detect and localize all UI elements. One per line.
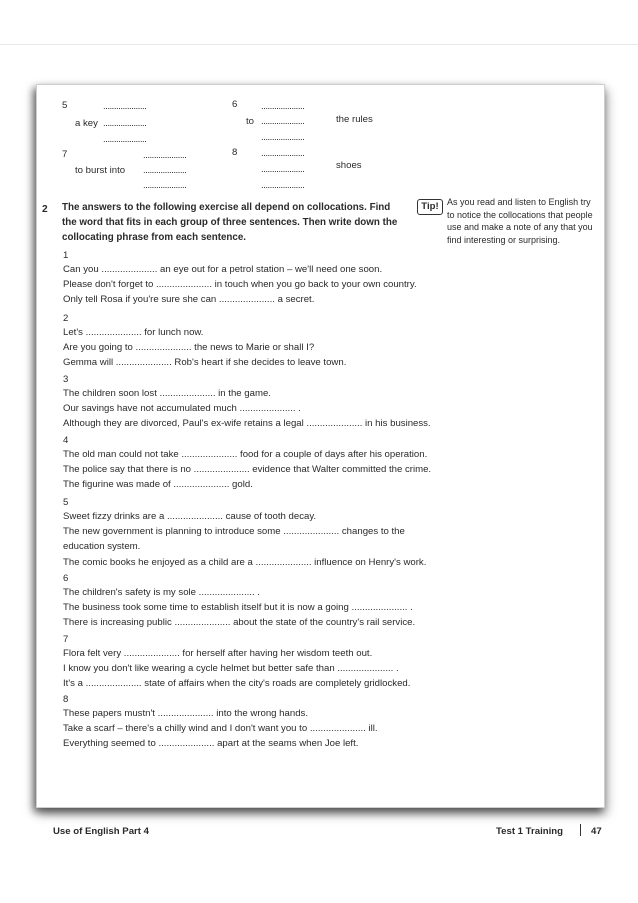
- footer-test-label: Test 1 Training: [496, 826, 563, 837]
- item-phrase: the rules: [336, 114, 373, 125]
- item-phrase: to: [246, 116, 255, 127]
- group-number: 1: [63, 250, 69, 261]
- answer-blank[interactable]: ....................: [143, 165, 187, 176]
- answer-blank[interactable]: ....................: [261, 116, 305, 127]
- sentence-line: The old man could not take ..................... food for a couple of days after his operation.: [63, 449, 428, 460]
- footer-separator: [580, 824, 581, 836]
- sentence-line: Gemma will ..................... Rob's heart if she decides to leave town.: [63, 357, 347, 369]
- exercise-number: 2: [42, 204, 48, 215]
- group-number: 4: [63, 435, 69, 446]
- answer-blank[interactable]: ....................: [261, 164, 305, 175]
- exercise-panel: [36, 84, 605, 808]
- sentence-line: The comic books he enjoyed as a child are a ..................... influence on Henry's work.: [63, 556, 427, 568]
- answer-blank[interactable]: ....................: [261, 101, 305, 112]
- sentence-line: The business took some time to establish itself but it is now a going ..................... .: [63, 602, 413, 614]
- group-number: 6: [63, 573, 69, 584]
- footer-section-title: Use of English Part 4: [53, 826, 149, 837]
- sentence-line: Are you going to ..................... the news to Marie or shall I?: [63, 342, 315, 354]
- sentence-line: The new government is planning to introduce some ..................... changes to the: [63, 526, 405, 538]
- sentence-line: Take a scarf – there's a chilly wind and I don't want you to ..................... ill.: [63, 723, 378, 735]
- group-number: 7: [63, 634, 69, 645]
- sentence-line: education system.: [63, 541, 141, 553]
- exercise-instruction: The answers to the following exercise all depend on collocations. Find the word that fits in each group of three sentences. Then write down the collocating phrase from each sentence.: [62, 202, 398, 243]
- tip-badge: Tip!: [417, 199, 443, 215]
- sentence-line: It's a ..................... state of affairs when the city's roads are completely gridlocked.: [63, 678, 411, 690]
- sentence-line: Can you ..................... an eye out for a petrol station – we'll need one soon.: [63, 264, 383, 275]
- item-phrase: a key: [75, 118, 98, 129]
- sentence-line: Our savings have not accumulated much ..................... .: [63, 403, 301, 415]
- sentence-line: Let's ..................... for lunch now.: [63, 327, 204, 338]
- sentence-line: The children's safety is my sole ..................... .: [63, 587, 260, 598]
- scan-edge: [0, 44, 638, 45]
- tip-text: As you read and listen to English try to notice the collocations that people use and make a note of any that you find interesting or surprising.: [447, 197, 593, 245]
- item-number: 7: [62, 149, 68, 160]
- item-number: 6: [232, 99, 238, 110]
- sentence-line: These papers mustn't ..................... into the wrong hands.: [63, 708, 308, 719]
- answer-blank[interactable]: ....................: [103, 118, 147, 129]
- answer-blank[interactable]: ....................: [103, 101, 147, 112]
- item-number: 8: [232, 147, 238, 158]
- group-number: 2: [63, 313, 69, 324]
- sentence-line: Although they are divorced, Paul's ex-wife retains a legal ..................... in his business.: [63, 418, 431, 430]
- sentence-line: Only tell Rosa if you're sure she can ..................... a secret.: [63, 294, 315, 306]
- sentence-line: Everything seemed to ..................... apart at the seams when Joe left.: [63, 738, 359, 750]
- sentence-line: The police say that there is no ..................... evidence that Walter committed the crime.: [63, 464, 432, 476]
- sentence-line: The figurine was made of ..................... gold.: [63, 479, 253, 491]
- answer-blank[interactable]: ....................: [261, 180, 305, 191]
- answer-blank[interactable]: ....................: [143, 180, 187, 191]
- sentence-line: There is increasing public ..................... about the state of the country's rail service.: [63, 617, 416, 629]
- item-number: 5: [62, 100, 68, 111]
- page-number: 47: [591, 826, 602, 837]
- group-number: 3: [63, 374, 69, 385]
- item-phrase: to burst into: [75, 165, 126, 176]
- sentence-line: I know you don't like wearing a cycle helmet but better safe than ..................... .: [63, 663, 399, 675]
- sentence-line: Please don't forget to ..................... in touch when you go back to your own country.: [63, 279, 417, 291]
- item-phrase: shoes: [336, 160, 362, 171]
- answer-blank[interactable]: ....................: [261, 132, 305, 143]
- answer-blank[interactable]: ....................: [143, 150, 187, 161]
- sentence-line: The children soon lost ..................... in the game.: [63, 388, 271, 399]
- group-number: 8: [63, 694, 69, 705]
- answer-blank[interactable]: ....................: [261, 148, 305, 159]
- group-number: 5: [63, 497, 69, 508]
- sentence-line: Flora felt very ..................... for herself after having her wisdom teeth out.: [63, 648, 373, 659]
- sentence-line: Sweet fizzy drinks are a ..................... cause of tooth decay.: [63, 511, 317, 522]
- answer-blank[interactable]: ....................: [103, 134, 147, 145]
